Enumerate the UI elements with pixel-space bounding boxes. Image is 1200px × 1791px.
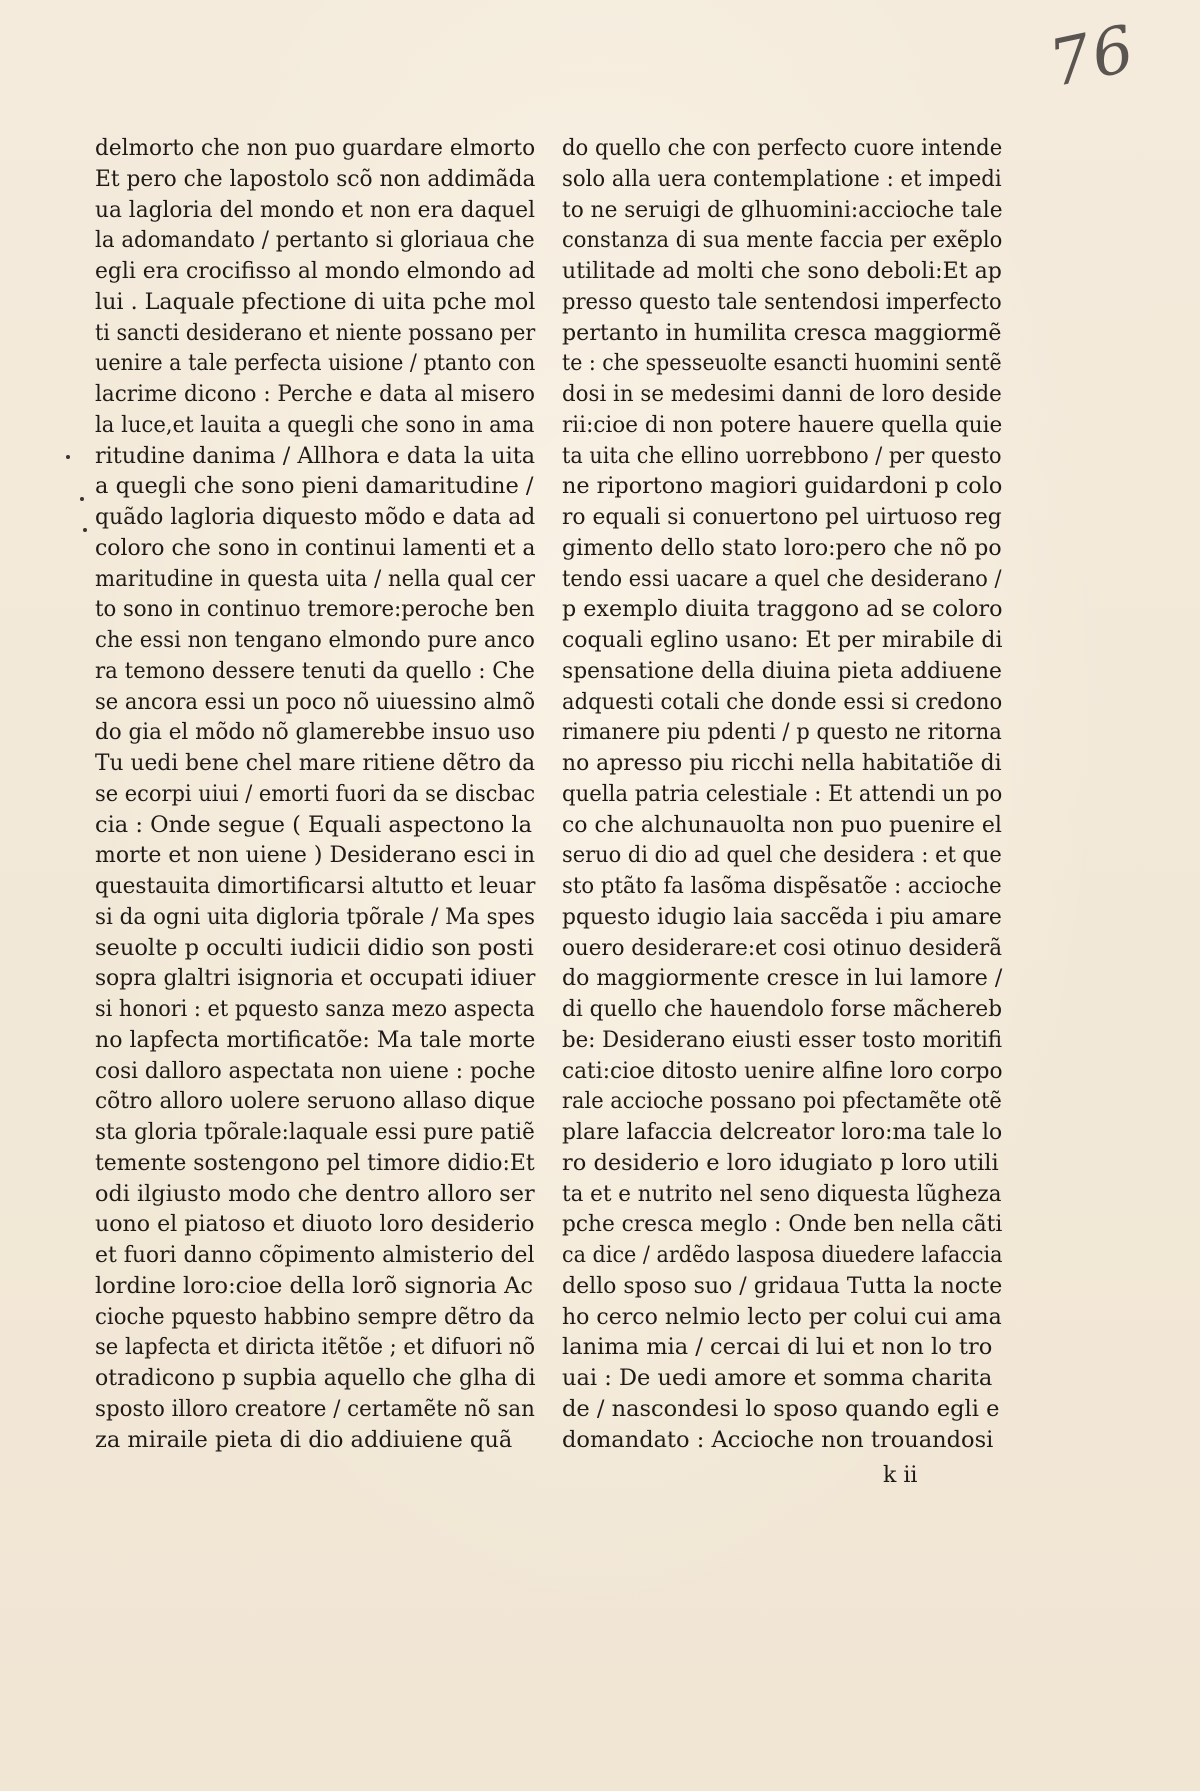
text-line: Et pero che lapostolo scõ non addimãda <box>95 165 536 192</box>
text-line: a quegli che sono pieni damaritudine / <box>95 473 534 500</box>
text-line: cioche pquesto habbino sempre dẽtro da <box>95 1303 535 1330</box>
text-line: uenire a tale perfecta uisione / ptanto con <box>95 350 536 377</box>
text-line: sposto illoro creatore / certamẽte nõ san <box>95 1395 535 1422</box>
text-line: te : che spesseuolte esancti huomini sentẽ <box>562 350 1002 377</box>
text-line: coloro che sono in continui lamenti et a <box>95 534 536 561</box>
text-line: maritudine in questa uita / nella qual cer <box>95 565 536 592</box>
text-line: si da ogni uita digloria tpõrale / Ma spes <box>95 903 536 930</box>
text-line: sopra glaltri isignoria et occupati idiuer <box>95 965 536 992</box>
text-line: no apresso piu ricchi nella habitatiõe di <box>562 750 1002 776</box>
text-line: ritudine danima / Allhora e data la uita <box>95 442 535 469</box>
signature-mark: k ii <box>883 1463 918 1488</box>
text-line: seruo di dio ad quel che desidera : et que <box>562 842 1002 869</box>
text-column-left <box>95 133 535 1455</box>
text-line: do quello che con perfecto cuore intende <box>562 135 1003 161</box>
text-line: se lapfecta et diricta itẽtõe ; et difuori nõ <box>95 1334 536 1361</box>
text-line: ouero desiderare:et cosi otinuo desiderã <box>562 934 1003 961</box>
text-line: uai : De uedi amore et somma charita <box>562 1365 993 1391</box>
text-line: che essi non tengano elmondo pure anco <box>95 627 535 653</box>
text-line: pche cresca meglo : Onde ben nella cãti <box>562 1211 1003 1238</box>
folio-number: 76 <box>1043 11 1143 103</box>
text-line: ne riportono magiori guidardoni p colo <box>562 473 1003 500</box>
text-line: plare lafaccia delcreator loro:ma tale lo <box>562 1119 1003 1145</box>
text-line: cõtro alloro uolere seruono allaso dique <box>95 1088 536 1115</box>
text-line: la adomandato / pertanto si gloriaua che <box>95 227 535 254</box>
text-line: coquali eglino usano: Et per mirabile di <box>562 627 1003 653</box>
text-line: lanima mia / cercai di lui et non lo tro <box>562 1334 993 1361</box>
text-line: quãdo lagloria diquesto mõdo e data ad <box>95 504 536 530</box>
text-line: ua lagloria del mondo et non era daquel <box>95 196 536 223</box>
text-line: do maggiormente cresce in lui lamore / <box>562 965 1003 992</box>
text-line: spensatione della diuina pieta addiuene <box>562 657 1002 684</box>
text-line: co che alchunauolta non puo puenire el <box>562 811 1002 838</box>
text-line: seuolte p occulti iudicii didio son posti <box>95 934 534 961</box>
text-line: lordine loro:cioe della lorõ signoria Ac <box>95 1272 533 1299</box>
text-line: uono el piatoso et diuoto loro desiderio <box>95 1211 535 1238</box>
text-line: ho cerco nelmio lecto per colui cui ama <box>562 1303 1002 1330</box>
text-line: lui . Laquale pfectione di uita pche mol <box>95 288 536 315</box>
text-line: cosi dalloro aspectata non uiene : poche <box>95 1057 536 1084</box>
text-line: tendo essi uacare a quel che desiderano / <box>562 565 1002 592</box>
text-line: se ecorpi uiui / emorti fuori da se discbac <box>95 780 536 807</box>
margin-dot <box>66 455 70 459</box>
text-line: domandato : Accioche non trouandosi <box>562 1426 994 1453</box>
text-line: utilitade ad molti che sono deboli:Et ap <box>562 258 1002 284</box>
text-line: la luce,et lauita a quegli che sono in ama <box>95 411 535 438</box>
text-line: odi ilgiusto modo che dentro alloro ser <box>95 1180 535 1207</box>
text-line: ta et e nutrito nel seno diquesta lũgheza <box>562 1180 1002 1207</box>
text-line: se ancora essi un poco nõ uiuessino almõ <box>95 688 536 715</box>
text-line: di quello che hauendolo forse mãchereb <box>562 996 1003 1022</box>
text-line: adquesti cotali che donde essi si credono <box>562 688 1003 715</box>
text-line: otradicono p supbia aquello che glha di <box>95 1365 536 1391</box>
text-line: ra temono dessere tenuti da quello : Che <box>95 657 535 684</box>
text-line: constanza di sua mente faccia per exẽplo <box>562 227 1003 254</box>
text-line: et fuori danno cõpimento almisterio del <box>95 1242 535 1268</box>
text-line: cati:cioe ditosto uenire alfine loro corpo <box>562 1057 1003 1084</box>
text-line: dosi in se medesimi danni de loro deside <box>562 381 1002 407</box>
text-line: delmorto che non puo guardare elmorto <box>95 135 536 161</box>
text-line: presso questo tale sentendosi imperfecto <box>562 288 1002 315</box>
text-line: ro equali si conuertono pel uirtuoso reg <box>562 504 1002 530</box>
text-line: to ne seruigi de glhuomini:accioche tale <box>562 196 1003 223</box>
text-line: dello sposo suo / gridaua Tutta la nocte <box>562 1272 1003 1299</box>
text-line: gimento dello stato loro:pero che nõ po <box>562 534 1002 561</box>
text-line: morte et non uiene ) Desiderano esci in <box>95 842 536 869</box>
text-line: Tu uedi bene chel mare ritiene dẽtro da <box>95 750 536 776</box>
margin-dot <box>80 497 84 501</box>
text-line: ti sancti desiderano et niente possano per <box>95 319 536 346</box>
text-line: quella patria celestiale : Et attendi un po <box>562 780 1003 807</box>
text-column-right <box>562 133 1002 1455</box>
text-line: pquesto idugio laia saccẽda i piu amare <box>562 903 1002 930</box>
text-line: no lapfecta mortificatõe: Ma tale morte <box>95 1026 536 1053</box>
text-line: egli era crocifisso al mondo elmondo ad <box>95 258 536 284</box>
text-line: si honori : et pquesto sanza mezo aspecta <box>95 996 535 1022</box>
text-line: solo alla uera contemplatione : et impedi <box>562 165 1002 192</box>
text-line: pertanto in humilita cresca maggiormẽ <box>562 319 1002 346</box>
text-line: rii:cioe di non potere hauere quella quie <box>562 411 1003 438</box>
text-line: cia : Onde segue ( Equali aspectono la <box>95 811 533 838</box>
text-line: questauita dimortificarsi altutto et leuar <box>95 873 536 899</box>
text-line: rimanere piu pdenti / p questo ne ritorna <box>562 719 1002 746</box>
text-line: za miraile pieta di dio addiuiene quã <box>95 1426 513 1453</box>
text-line: rale accioche possano poi pfectamẽte otẽ <box>562 1088 1002 1115</box>
text-line: temente sostengono pel timore didio:Et <box>95 1149 535 1176</box>
margin-dot <box>83 528 87 532</box>
text-line: be: Desiderano eiusti esser tosto moritifi <box>562 1026 1003 1053</box>
text-line: de / nascondesi lo sposo quando egli e <box>562 1395 1000 1422</box>
text-line: ta uita che ellino uorrebbono / per questo <box>562 442 1002 469</box>
text-line: do gia el mõdo nõ glamerebbe insuo uso <box>95 719 535 746</box>
text-line: lacrime dicono : Perche e data al misero <box>95 381 535 407</box>
text-line: p exemplo diuita traggono ad se coloro <box>562 596 1003 623</box>
text-line: ro desiderio e loro idugiato p loro utili <box>562 1149 999 1176</box>
text-line: sto ptãto fa lasõma dispẽsatõe : accioche <box>562 873 1002 899</box>
text-line: ca dice / ardẽdo lasposa diuedere lafaccia <box>562 1242 1003 1268</box>
text-line: sta gloria tpõrale:laquale essi pure patiẽ <box>95 1119 535 1145</box>
text-line: to sono in continuo tremore:peroche ben <box>95 596 535 623</box>
